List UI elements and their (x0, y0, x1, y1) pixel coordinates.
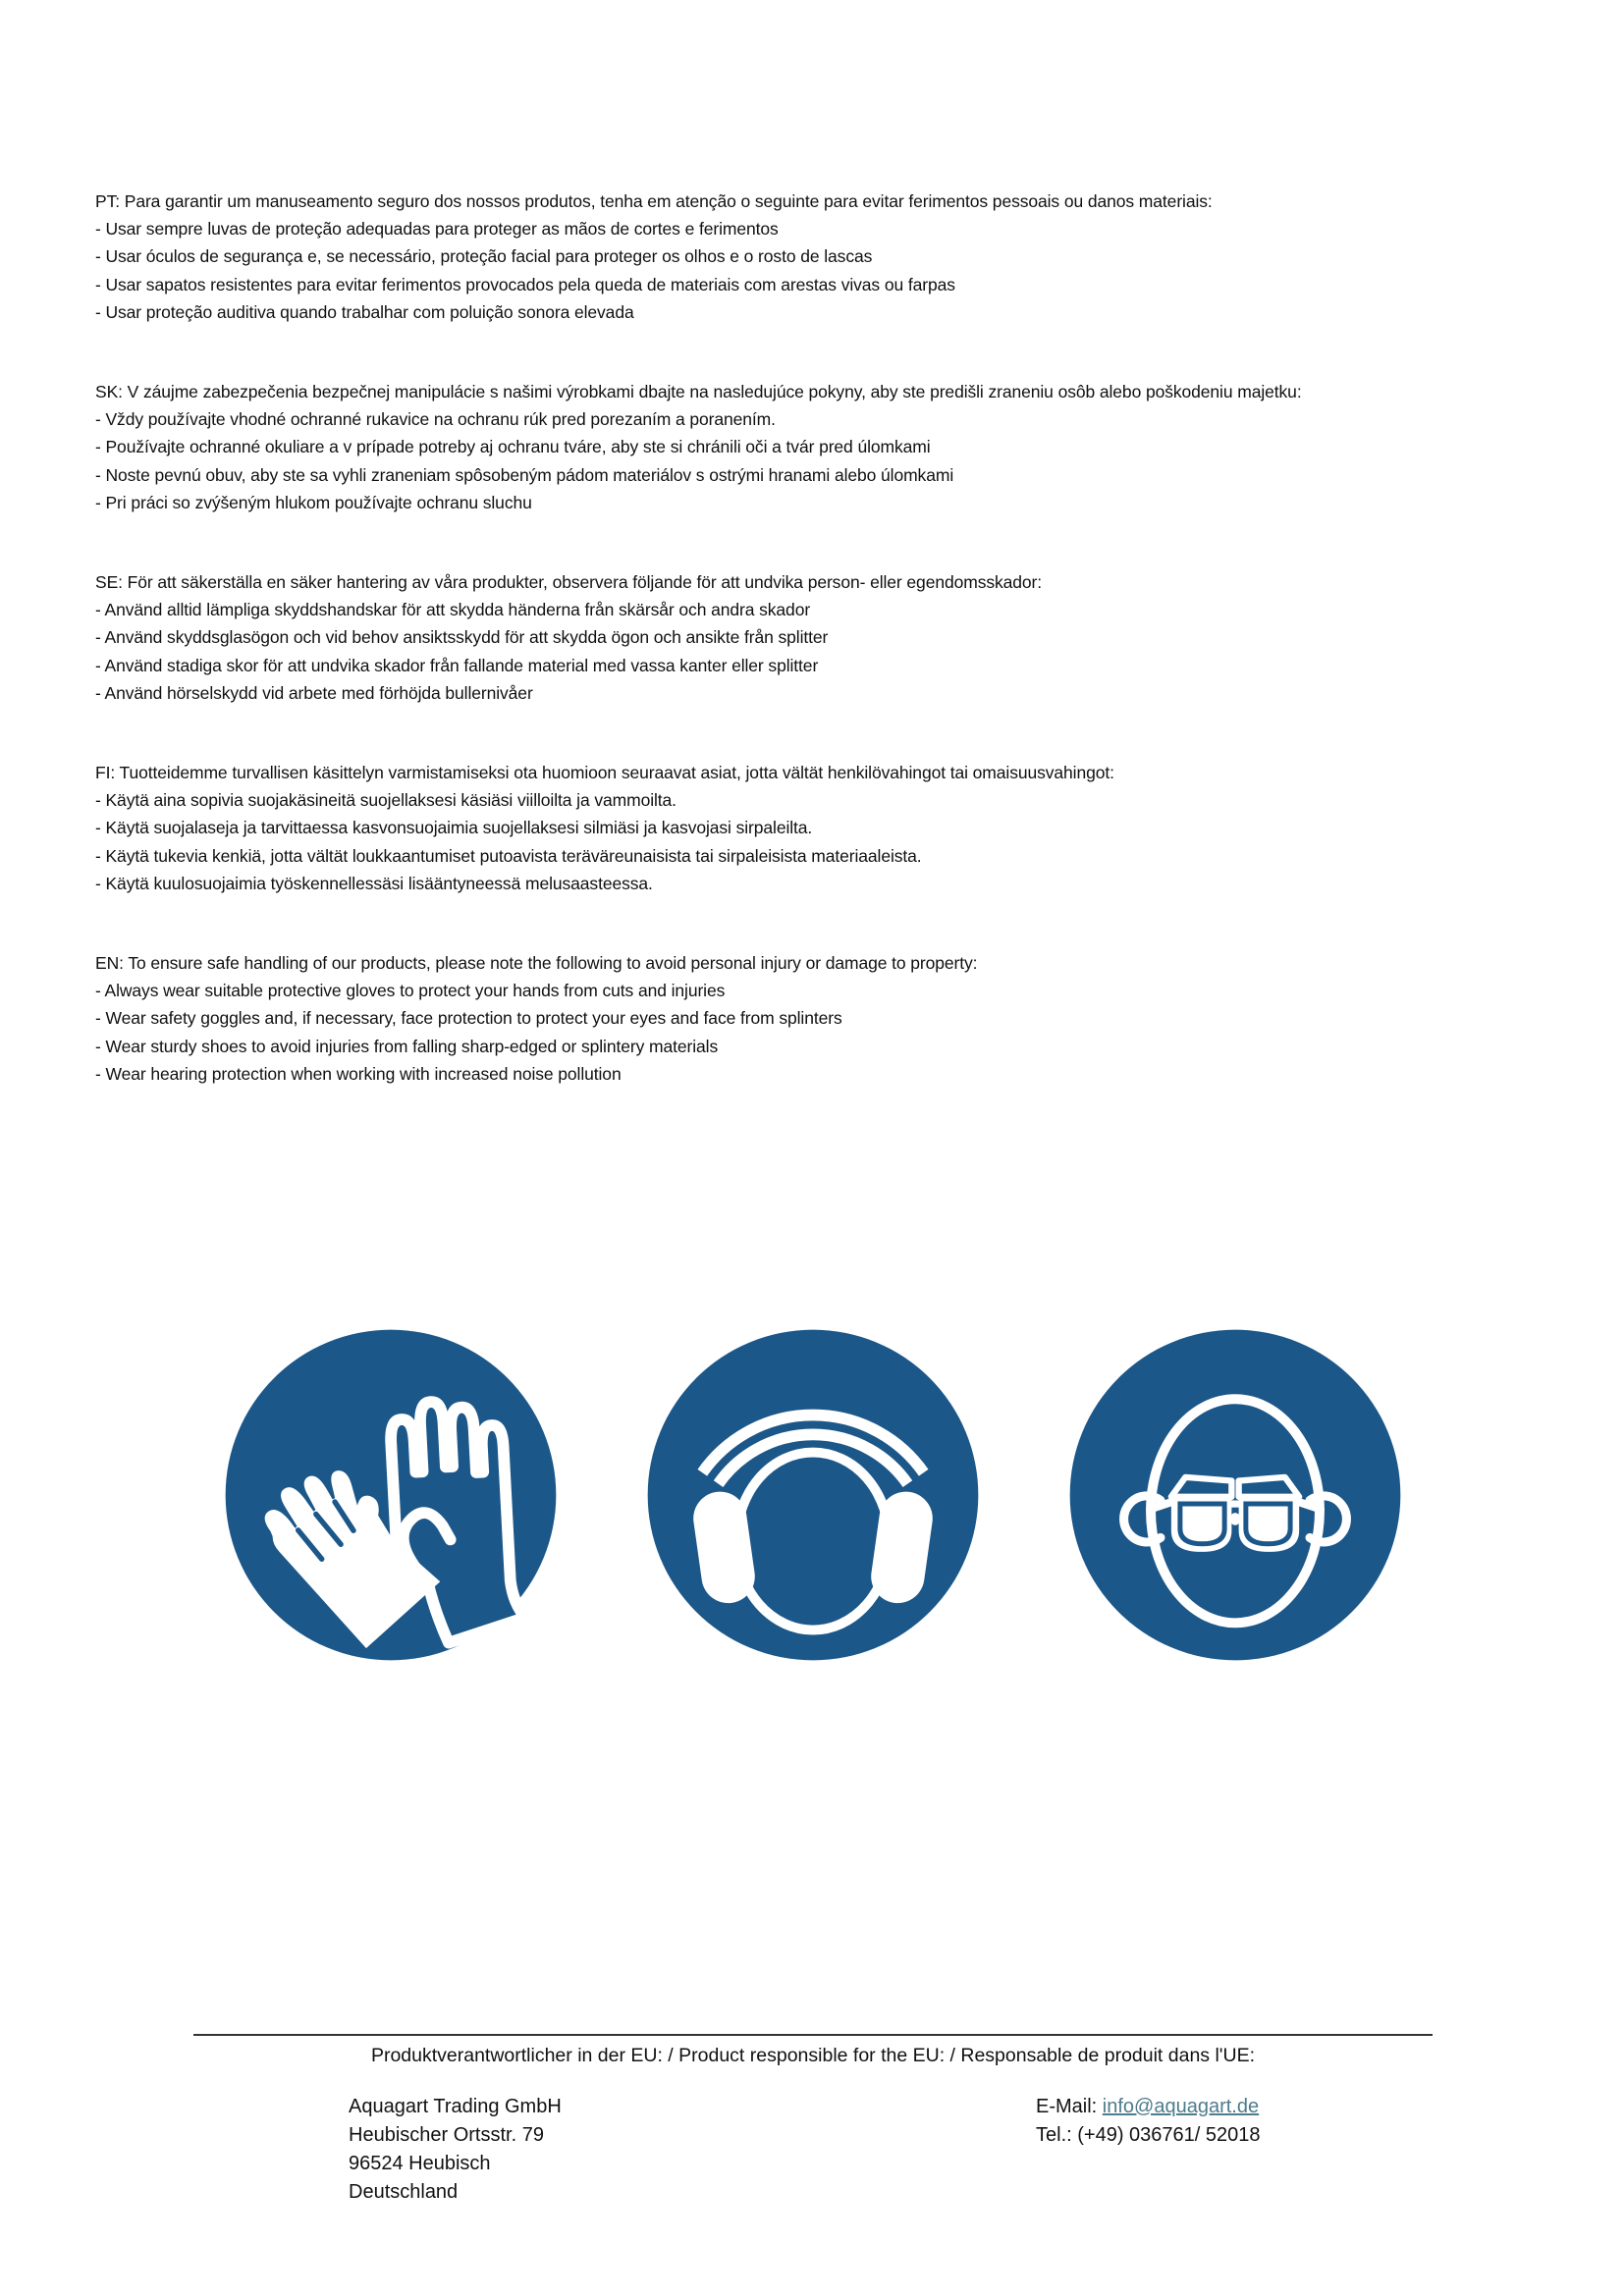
email-line (1036, 2093, 1261, 2121)
section-pt-bullet: - Usar óculos de segurança e, se necessário, proteção facial para proteger os olhos e o rosto de lascas (95, 246, 873, 267)
phone-line: Tel.: (+49) 036761/ 52018 (1036, 2124, 1261, 2146)
responsible-party-line: Produktverantwortlicher in der EU: / Product responsible for the EU: / Responsable de produit dans l'UE: (370, 2045, 1256, 2066)
section-fi (95, 759, 1588, 897)
section-sk (95, 378, 1588, 516)
section-sk-bullet: - Vždy používajte vhodné ochranné rukavice na ochranu rúk pred porezaním a poranením. (95, 409, 776, 430)
wear-eye-protection-icon (1057, 1317, 1413, 1673)
section-sk-heading: SK: V záujme zabezpečenia bezpečnej manipulácie s našimi výrobkami dbajte na nasledujúce pokyny, aby ste predišli zraneniu osôb alebo poškodeniu majetku: (95, 382, 1302, 402)
section-se-bullet: - Använd stadiga skor för att undvika skador från fallande material med vassa kanter eller splitter (95, 655, 819, 675)
section-en-heading: EN: To ensure safe handling of our products, please note the following to avoid personal injury or damage to property: (95, 953, 978, 974)
section-sk-bullet: - Pri práci so zvýšeným hlukom používajte ochranu sluchu (95, 492, 532, 512)
section-se-bullet: - Använd hörselskydd vid arbete med förhöjda bullernivåer (95, 682, 533, 703)
section-pt (95, 187, 1588, 326)
instructions-text (95, 187, 1588, 1140)
email-label: E-Mail: (1036, 2096, 1103, 2117)
email-link[interactable]: info@aquagart.de (1102, 2096, 1260, 2117)
section-se-bullet: - Använd alltid lämpliga skyddshandskar för att skydda händerna från skärsår och andra skador (95, 600, 811, 620)
company-city: 96524 Heubisch (349, 2153, 491, 2174)
section-pt-bullet: - Usar proteção auditiva quando trabalhar com poluição sonora elevada (95, 301, 634, 322)
company-name: Aquagart Trading GmbH (349, 2096, 562, 2117)
company-address (349, 2093, 562, 2207)
company-country: Deutschland (349, 2181, 459, 2203)
section-en-bullet: - Wear safety goggles and, if necessary, face protection to protect your eyes and face from splinters (95, 1008, 842, 1029)
section-en-bullet: - Wear hearing protection when working with increased noise pollution (95, 1063, 622, 1084)
section-en (95, 949, 1588, 1088)
wear-protective-gloves-icon (213, 1317, 568, 1673)
contact-info (1036, 2093, 1261, 2150)
section-sk-bullet: - Používajte ochranné okuliare a v prípade potreby aj ochranu tváre, aby ste si chránili oči a tvár pred úlomkami (95, 437, 931, 457)
section-se (95, 568, 1588, 707)
section-fi-bullet: - Käytä kuulosuojaimia työskennellessäsi lisääntyneessä melusaasteessa. (95, 873, 653, 893)
section-pt-bullet: - Usar sapatos resistentes para evitar ferimentos provocados pela queda de materiais com arestas vivas ou farpas (95, 274, 955, 294)
section-fi-bullet: - Käytä aina sopivia suojakäsineitä suojellaksesi käsiäsi viilloilta ja vammoilta. (95, 790, 677, 811)
section-pt-heading: PT: Para garantir um manuseamento seguro dos nossos produtos, tenha em atenção o seguinte para evitar ferimentos pessoais ou danos materiais: (95, 191, 1213, 211)
section-sk-bullet: - Noste pevnú obuv, aby ste sa vyhli zraneniam spôsobeným pádom materiálov s ostrými hranami alebo úlomkami (95, 464, 954, 485)
wear-ear-protection-icon (635, 1317, 991, 1673)
section-se-bullet: - Använd skyddsglasögon och vid behov ansiktsskydd för att skydda ögon och ansikte från splitter (95, 627, 829, 648)
mandatory-pictograms-row (213, 1317, 1413, 1673)
company-street: Heubischer Ortsstr. 79 (349, 2124, 544, 2146)
footer-divider (193, 2034, 1433, 2036)
section-fi-bullet: - Käytä tukevia kenkiä, jotta vältät loukkaantumiset putoavista teräväreunaisista tai sirpaleisista materiaaleista. (95, 845, 922, 866)
section-fi-bullet: - Käytä suojalaseja ja tarvittaessa kasvonsuojaimia suojellaksesi silmiäsi ja kasvojasi sirpaleilta. (95, 818, 813, 838)
section-fi-heading: FI: Tuotteidemme turvallisen käsittelyn varmistamiseksi ota huomioon seuraavat asiat, jotta vältät henkilövahingot tai omaisuusvahingot: (95, 763, 1114, 783)
section-en-bullet: - Always wear suitable protective gloves to protect your hands from cuts and injuries (95, 981, 726, 1001)
section-en-bullet: - Wear sturdy shoes to avoid injuries from falling sharp-edged or splintery materials (95, 1036, 719, 1056)
section-pt-bullet: - Usar sempre luvas de proteção adequadas para proteger as mãos de cortes e ferimentos (95, 219, 779, 240)
section-se-heading: SE: För att säkerställa en säker hantering av våra produkter, observera följande för att undvika person- eller egendomsskador: (95, 572, 1043, 593)
